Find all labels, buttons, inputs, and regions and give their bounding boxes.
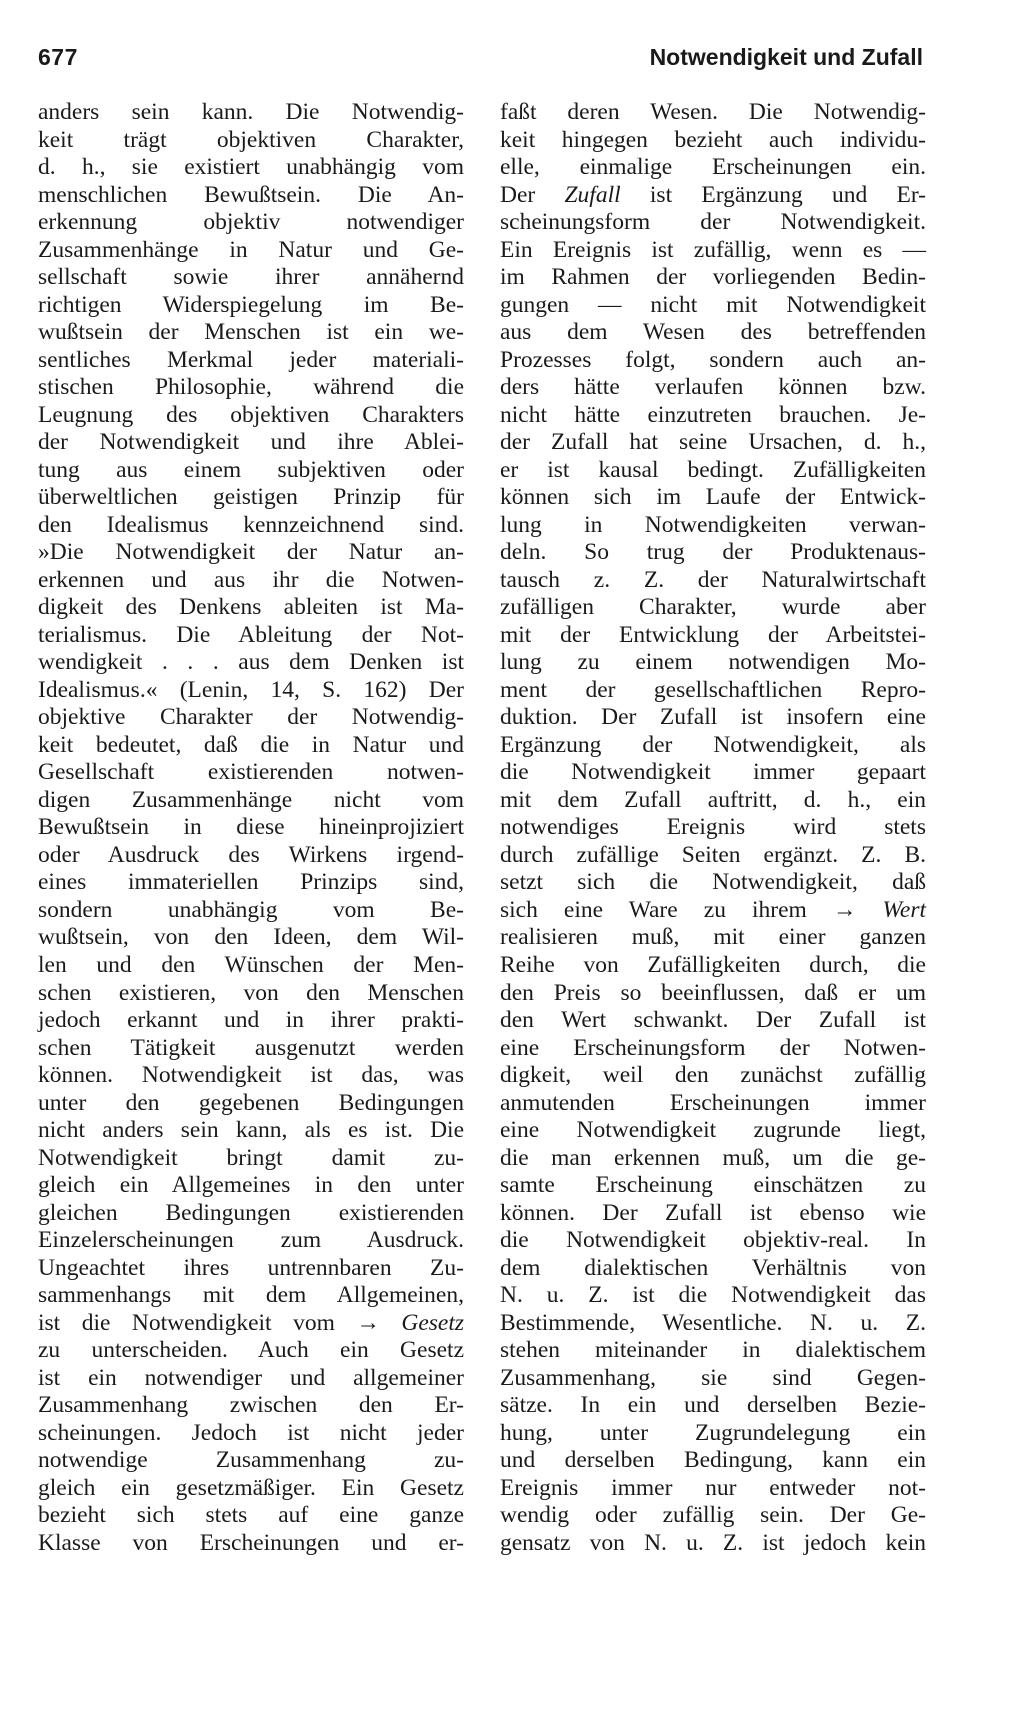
text-line: keit hingegen bezieht auch individu- [500, 126, 926, 153]
text-line: anders sein kann. Die Notwendig- [38, 99, 464, 125]
text-line: elle, einmalige Erscheinungen ein. [500, 154, 926, 181]
text-line: die man erkennen muß, um die ge- [500, 1144, 926, 1171]
text-line: lung zu einem notwendigen Mo- [500, 649, 926, 676]
text-line: die Notwendigkeit immer gepaart [500, 759, 926, 786]
text-line: schen existieren, von den Menschen [38, 979, 464, 1006]
text-line: Ereignis immer nur entweder not- [500, 1474, 926, 1501]
text-line: oder Ausdruck des Wirkens irgend- [38, 841, 464, 868]
text-line: können sich im Laufe der Entwick- [500, 484, 926, 511]
running-title: Notwendigkeit und Zufall [649, 44, 923, 70]
text-line: N. u. Z. ist die Notwendigkeit das [500, 1282, 926, 1309]
text-line: wußtsein der Menschen ist ein we- [38, 319, 464, 346]
text-line: die Notwendigkeit objektiv-real. In [500, 1227, 926, 1254]
text-line: Bewußtsein in diese hineinprojiziert [38, 814, 464, 841]
text-line: überweltlichen geistigen Prinzip für [38, 484, 464, 511]
text-line: nicht anders sein kann, als es ist. Die [38, 1117, 464, 1144]
left-text-column [38, 99, 464, 1557]
text-line: stehen miteinander in dialektischem [500, 1337, 926, 1364]
text-line: schen Tätigkeit ausgenutzt werden [38, 1034, 464, 1061]
text-line: wendig oder zufällig sein. Der Ge- [500, 1502, 926, 1529]
text-line: können. Notwendigkeit ist das, was [38, 1062, 464, 1089]
text-line: den Preis so beeinflussen, daß er um [500, 979, 926, 1006]
text-line: notwendiges Ereignis wird stets [500, 814, 926, 841]
text-line: Idealismus.« (Lenin, 14, S. 162) Der [38, 676, 464, 703]
text-line: gungen — nicht mit Notwendigkeit [500, 291, 926, 318]
text-line: erkennung objektiv notwendiger [38, 209, 464, 236]
text-line: sentliches Merkmal jeder materiali- [38, 346, 464, 373]
text-line: Ergänzung der Notwendigkeit, als [500, 731, 926, 758]
text-line [38, 1310, 464, 1338]
text-line: zu unterscheiden. Auch ein Gesetz [38, 1337, 464, 1364]
text-line: eines immateriellen Prinzips sind, [38, 869, 464, 896]
text-line: notwendige Zusammenhang zu- [38, 1447, 464, 1474]
text-line: eine Notwendigkeit zugrunde liegt, [500, 1117, 926, 1144]
text-line: können. Der Zufall ist ebenso wie [500, 1199, 926, 1226]
text-line: Zusammenhänge in Natur und Ge- [38, 236, 464, 263]
text-line: keit bedeutet, daß die in Natur und [38, 731, 464, 758]
text-line: wußtsein, von den Ideen, dem Wil- [38, 924, 464, 951]
text-line: zufälligen Charakter, wurde aber [500, 594, 926, 621]
text-line: Gesellschaft existierenden notwen- [38, 759, 464, 786]
text-line: ders hätte verlaufen können bzw. [500, 374, 926, 401]
text-line: »Die Notwendigkeit der Natur an- [38, 539, 464, 566]
text-line: sondern unabhängig vom Be- [38, 896, 464, 923]
text-line [500, 897, 926, 925]
text-line: Prozesses folgt, sondern auch an- [500, 346, 926, 373]
text-segment: sich eine Ware zu ihrem → [500, 896, 883, 923]
text-line: sellschaft sowie ihrer annähernd [38, 264, 464, 291]
text-line: jedoch erkannt und in ihrer prakti- [38, 1007, 464, 1034]
text-line: len und den Wünschen der Men- [38, 951, 464, 978]
text-line: Zusammenhang, sie sind Gegen- [500, 1364, 926, 1391]
text-line: nicht hätte einzutreten brauchen. Je- [500, 401, 926, 428]
text-line: bezieht sich stets auf eine ganze [38, 1502, 464, 1529]
text-line: Bestimmende, Wesentliche. N. u. Z. [500, 1309, 926, 1336]
text-segment: ist Ergänzung und Er- [620, 181, 926, 208]
text-line: im Rahmen der vorliegenden Bedin- [500, 264, 926, 291]
right-text-column [500, 99, 926, 1557]
text-line: realisieren muß, mit einer ganzen [500, 924, 926, 951]
text-segment: Der [500, 181, 565, 208]
text-line: gleich ein Allgemeines in den unter [38, 1172, 464, 1199]
text-line: terialismus. Die Ableitung der Not- [38, 621, 464, 648]
text-line: hung, unter Zugrundelegung ein [500, 1419, 926, 1446]
text-line: Einzelerscheinungen zum Ausdruck. [38, 1227, 464, 1254]
text-line: der Notwendigkeit und ihre Ablei- [38, 429, 464, 456]
text-line: Reihe von Zufälligkeiten durch, die [500, 951, 926, 978]
text-line: faßt deren Wesen. Die Notwendig- [500, 99, 926, 125]
text-segment: ist die Notwendigkeit vom → [38, 1309, 402, 1336]
emphasis-term: Wert [882, 896, 926, 923]
text-line: eine Erscheinungsform der Notwen- [500, 1034, 926, 1061]
text-line: aus dem Wesen des betreffenden [500, 319, 926, 346]
text-line: den Idealismus kennzeichnend sind. [38, 511, 464, 538]
text-line: d. h., sie existiert unabhängig vom [38, 154, 464, 181]
text-line: durch zufällige Seiten ergänzt. Z. B. [500, 841, 926, 868]
text-line: und derselben Bedingung, kann ein [500, 1447, 926, 1474]
text-line: anmutenden Erscheinungen immer [500, 1089, 926, 1116]
text-line: duktion. Der Zufall ist insofern eine [500, 704, 926, 731]
text-line: scheinungsform der Notwendigkeit. [500, 209, 926, 236]
text-line: Ungeachtet ihres untrennbaren Zu- [38, 1254, 464, 1281]
text-line: keit trägt objektiven Charakter, [38, 126, 464, 153]
text-line: gleich ein gesetzmäßiger. Ein Gesetz [38, 1474, 464, 1501]
text-line: samte Erscheinung einschätzen zu [500, 1172, 926, 1199]
text-line: wendigkeit . . . aus dem Denken ist [38, 649, 464, 676]
text-line: gensatz von N. u. Z. ist jedoch kein [500, 1529, 926, 1556]
text-line: deln. So trug der Produktenaus- [500, 539, 926, 566]
emphasis-term: Gesetz [401, 1309, 464, 1336]
text-line: mit der Entwicklung der Arbeitstei- [500, 621, 926, 648]
text-line: digen Zusammenhänge nicht vom [38, 786, 464, 813]
text-line: tung aus einem subjektiven oder [38, 456, 464, 483]
text-line: ment der gesellschaftlichen Repro- [500, 676, 926, 703]
text-line: Notwendigkeit bringt damit zu- [38, 1144, 464, 1171]
text-line: unter den gegebenen Bedingungen [38, 1089, 464, 1116]
text-line: menschlichen Bewußtsein. Die An- [38, 181, 464, 208]
text-line: scheinungen. Jedoch ist nicht jeder [38, 1419, 464, 1446]
text-line: ist ein notwendiger und allgemeiner [38, 1364, 464, 1391]
text-line: Klasse von Erscheinungen und er- [38, 1529, 464, 1556]
text-line: richtigen Widerspiegelung im Be- [38, 291, 464, 318]
text-line: lung in Notwendigkeiten verwan- [500, 511, 926, 538]
text-line: digkeit des Denkens ableiten ist Ma- [38, 594, 464, 621]
text-line: digkeit, weil den zunächst zufällig [500, 1062, 926, 1089]
text-line [500, 182, 926, 210]
text-line: dem dialektischen Verhältnis von [500, 1254, 926, 1281]
text-line: Leugnung des objektiven Charakters [38, 401, 464, 428]
text-line: Zusammenhang zwischen den Er- [38, 1392, 464, 1419]
text-line: erkennen und aus ihr die Notwen- [38, 566, 464, 593]
text-line: den Wert schwankt. Der Zufall ist [500, 1007, 926, 1034]
text-line: mit dem Zufall auftritt, d. h., ein [500, 786, 926, 813]
text-line: Ein Ereignis ist zufällig, wenn es — [500, 236, 926, 263]
page-number: 677 [38, 44, 78, 70]
text-line: setzt sich die Notwendigkeit, daß [500, 869, 926, 896]
emphasis-term: Zufall [564, 181, 621, 208]
text-line: sammenhangs mit dem Allgemeinen, [38, 1282, 464, 1309]
text-line: der Zufall hat seine Ursachen, d. h., [500, 429, 926, 456]
text-line: stischen Philosophie, während die [38, 374, 464, 401]
text-line: gleichen Bedingungen existierenden [38, 1199, 464, 1226]
text-line: sätze. In ein und derselben Bezie- [500, 1392, 926, 1419]
text-line: tausch z. Z. der Naturalwirtschaft [500, 566, 926, 593]
text-line: objektive Charakter der Notwendig- [38, 704, 464, 731]
text-line: er ist kausal bedingt. Zufälligkeiten [500, 456, 926, 483]
